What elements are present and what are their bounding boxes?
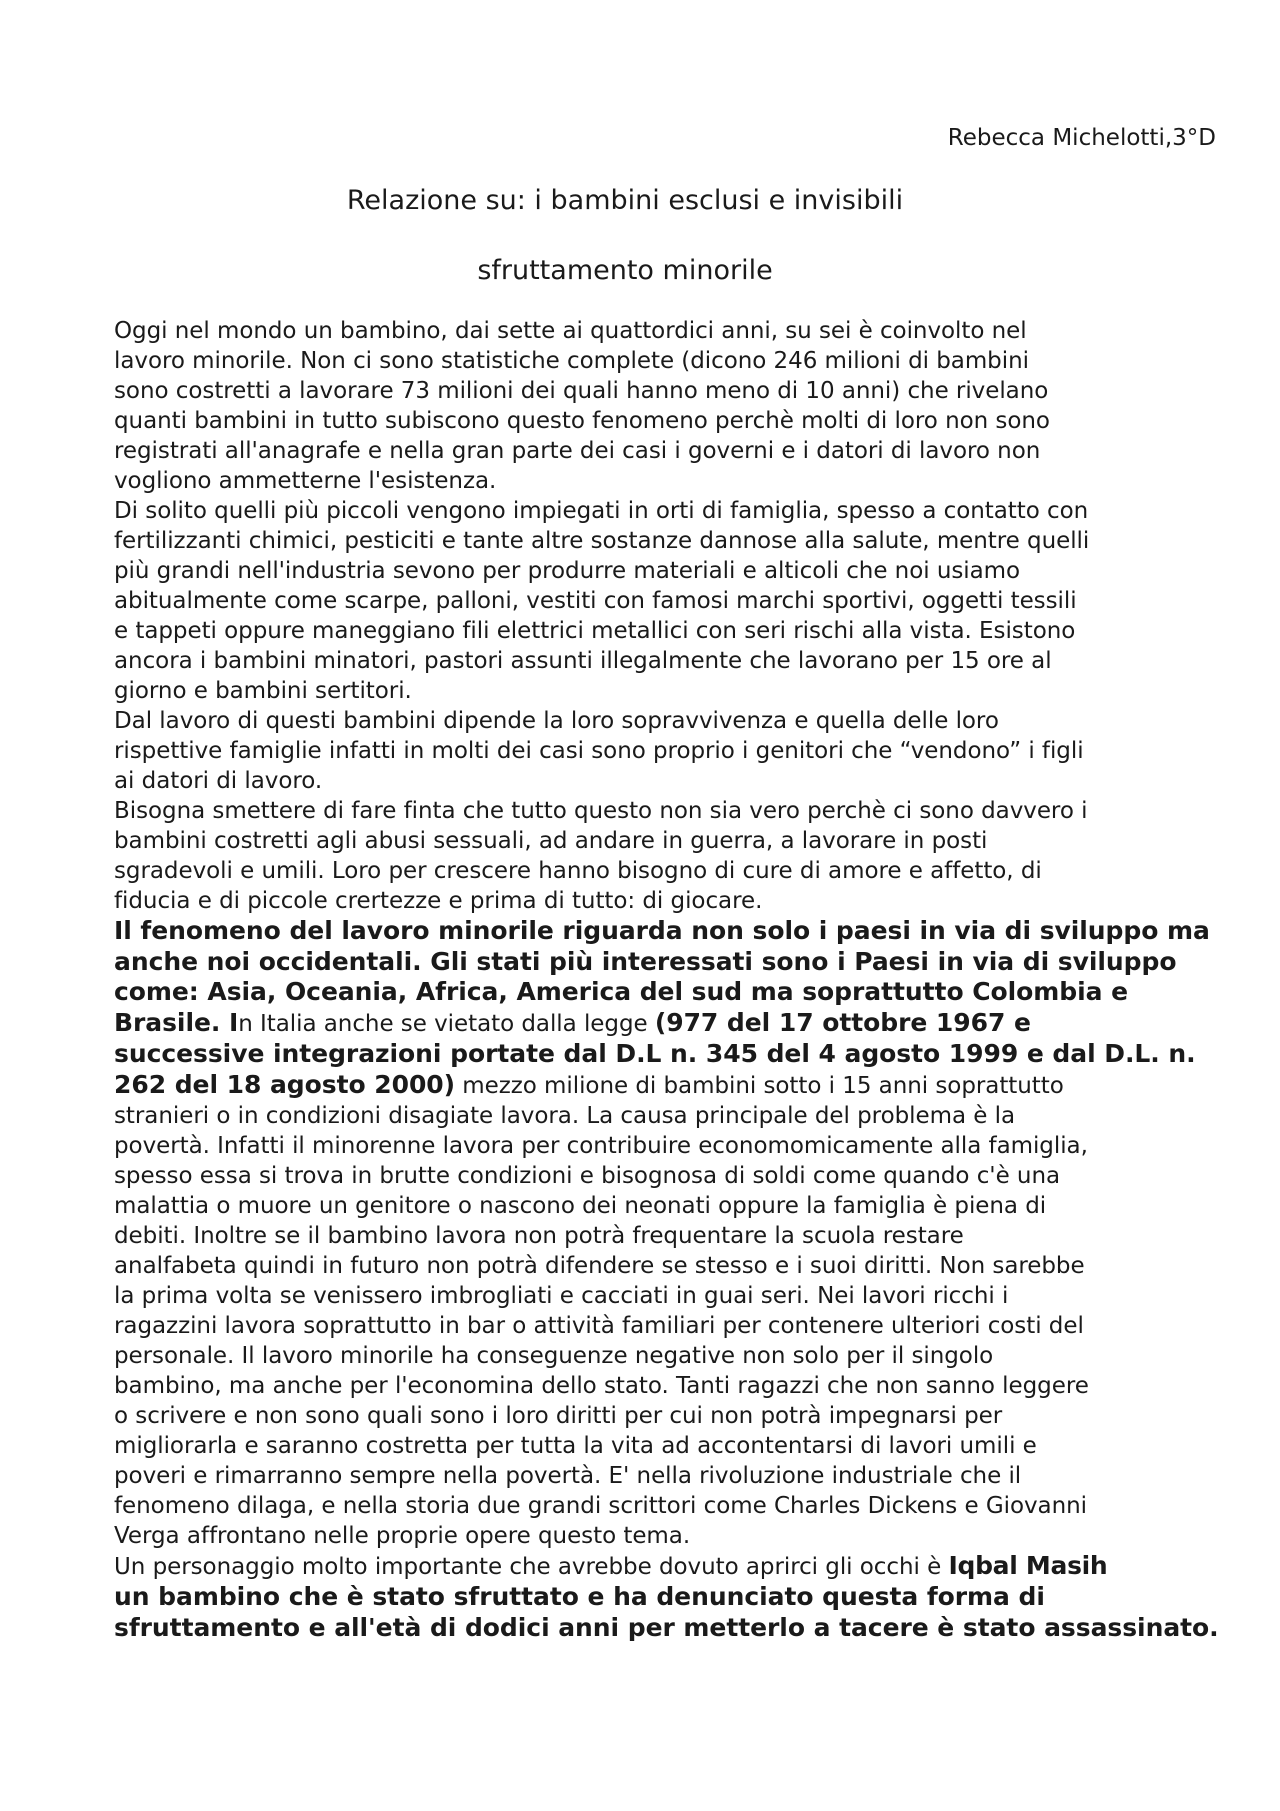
bold-text-line: sfruttamento e all'età di dodici anni per metterlo a tacere è stato assassinato.	[114, 1612, 1219, 1642]
text-line: poveri e rimarranno sempre nella povertà. E' nella rivoluzione industriale che il	[114, 1463, 1022, 1489]
text-line: sono costretti a lavorare 73 milioni dei quali hanno meno di 10 anni) che rivelano	[114, 378, 1049, 404]
text-line: registrati all'anagrafe e nella gran parte dei casi i governi e i datori di lavoro non	[114, 438, 1041, 464]
text-line: la prima volta se venissero imbrogliati e cacciati in guai seri. Nei lavori ricchi i	[114, 1283, 1009, 1309]
text-line: vogliono ammetterne l'esistenza.	[114, 468, 497, 494]
text-line: ancora i bambini minatori, pastori assunti illegalmente che lavorano per 15 ore al	[114, 648, 1052, 674]
mixed-text-line	[114, 1070, 1224, 1102]
text-line: sgradevoli e umili. Loro per crescere hanno bisogno di cure di amore e affetto, di	[114, 858, 1042, 884]
text-line: Oggi nel mondo un bambino, dai sette ai quattordici anni, su sei è coinvolto nel	[114, 318, 1027, 344]
bold-text-line: come: Asia, Oceania, Africa, America del sud ma soprattutto Colombia e	[114, 977, 1129, 1006]
text-line: debiti. Inoltre se il bambino lavora non potrà frequentare la scuola restare	[114, 1223, 964, 1249]
page-title: Relazione su: i bambini esclusi e invisibili	[346, 185, 904, 216]
text-line: spesso essa si trova in brutte condizioni e bisognosa di soldi come quando c'è una	[114, 1163, 1061, 1189]
text-line: quanti bambini in tutto subiscono questo fenomeno perchè molti di loro non sono	[114, 408, 1050, 434]
text-line: Bisogna smettere di fare finta che tutto questo non sia vero perchè ci sono davvero i	[114, 798, 1088, 824]
text-line: rispettive famiglie infatti in molti dei casi sono proprio i genitori che “vendono” i figli	[114, 738, 1084, 764]
text-line: ragazzini lavora soprattutto in bar o attività familiari per contenere ulteriori costi del	[114, 1313, 1084, 1339]
text-line: giorno e bambini sertitori.	[114, 678, 412, 704]
text-segment: mezzo milione di bambini sotto i 15 anni soprattutto	[455, 1072, 1064, 1099]
essay-body	[114, 316, 1224, 1643]
mixed-text-line	[114, 1008, 1224, 1040]
text-segment: Un personaggio molto importante che avrebbe dovuto aprirci gli occhi è	[114, 1554, 949, 1580]
bold-segment: Iqbal Masih	[948, 1551, 1108, 1580]
text-line: lavoro minorile. Non ci sono statistiche complete (dicono 246 milioni di bambini	[114, 348, 1029, 374]
text-line: Verga affrontano nelle proprie opere questo tema.	[114, 1523, 691, 1549]
text-line: migliorarla e saranno costretta per tutta la vita ad accontentarsi di lavori umili e	[114, 1433, 1037, 1459]
page-subtitle: sfruttamento minorile	[477, 255, 773, 286]
text-line: ai datori di lavoro.	[114, 768, 323, 794]
text-segment: n Italia anche se vietato dalla legge	[238, 1010, 655, 1037]
bold-text-line: successive integrazioni portate dal D.L n. 345 del 4 agosto 1999 e dal D.L. n.	[114, 1039, 1196, 1068]
bold-segment: Brasile. I	[114, 1007, 239, 1037]
author-line: Rebecca Michelotti,3°D	[947, 125, 1216, 151]
text-line: personale. Il lavoro minorile ha conseguenze negative non solo per il singolo	[114, 1343, 994, 1369]
text-line: Di solito quelli più piccoli vengono impiegati in orti di famiglia, spesso a contatto con	[114, 498, 1089, 524]
text-line: abitualmente come scarpe, palloni, vestiti con famosi marchi sportivi, oggetti tessili	[114, 588, 1077, 614]
bold-segment: (977 del 17 ottobre 1967 e	[654, 1007, 1031, 1037]
text-line: fenomeno dilaga, e nella storia due grandi scrittori come Charles Dickens e Giovanni	[114, 1493, 1087, 1519]
bold-text-line: un bambino che è stato sfruttato e ha denunciato questa forma di	[114, 1582, 1045, 1611]
text-line: o scrivere e non sono quali sono i loro diritti per cui non potrà impegnarsi per	[114, 1403, 1003, 1429]
text-line: e tappeti oppure maneggiano fili elettrici metallici con seri rischi alla vista. Esistono	[114, 618, 1076, 644]
text-line: povertà. Infatti il minorenne lavora per contribuire economomicamente alla famiglia,	[114, 1133, 1088, 1159]
bold-text-line: Il fenomeno del lavoro minorile riguarda non solo i paesi in via di sviluppo ma	[114, 916, 1210, 945]
text-line: fiducia e di piccole crertezze e prima di tutto: di giocare.	[114, 888, 763, 914]
text-line: malattia o muore un genitore o nascono dei neonati oppure la famiglia è piena di	[114, 1193, 1047, 1219]
mixed-text-line	[114, 1551, 1224, 1582]
text-line: fertilizzanti chimici, pesticiti e tante altre sostanze dannose alla salute, mentre quelli	[114, 528, 1090, 554]
text-line: Dal lavoro di questi bambini dipende la loro sopravvivenza e quella delle loro	[114, 708, 999, 734]
bold-segment: 262 del 18 agosto 2000)	[114, 1069, 456, 1099]
text-line: più grandi nell'industria sevono per produrre materiali e alticoli che noi usiamo	[114, 558, 1021, 584]
text-line: stranieri o in condizioni disagiate lavora. La causa principale del problema è la	[114, 1103, 1016, 1129]
text-line: analfabeta quindi in futuro non potrà difendere se stesso e i suoi diritti. Non sarebbe	[114, 1253, 1085, 1279]
bold-text-line: anche noi occidentali. Gli stati più interessati sono i Paesi in via di sviluppo	[114, 946, 1177, 976]
text-line: bambino, ma anche per l'economina dello stato. Tanti ragazzi che non sanno leggere	[114, 1373, 1089, 1399]
text-line: bambini costretti agli abusi sessuali, ad andare in guerra, a lavorare in posti	[114, 828, 988, 854]
